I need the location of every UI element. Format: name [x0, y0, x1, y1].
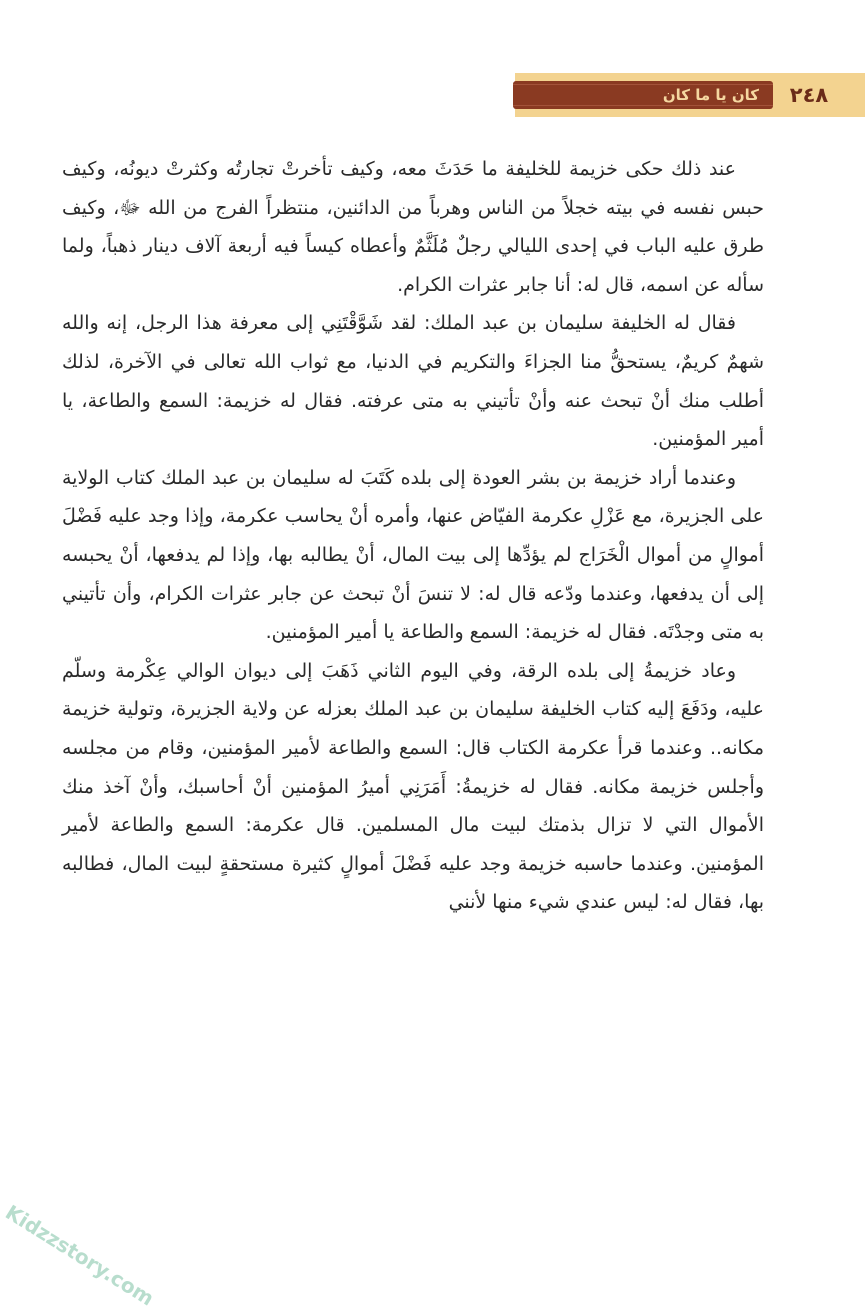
page-number: ٢٤٨: [789, 83, 829, 107]
paragraph: عند ذلك حكى خزيمة للخليفة ما حَدَثَ معه، وكيف تأخرتْ تجارتُه وكثرتْ ديونُه، وكيف حبس نفسه في بيته خجلاً من الناس وهرباً من الدائنين، منتظراً الفرج من الله ﷻ، وكيف طرق عليه الباب في إحدى الليالي رجلٌ مُلَثَّمٌ وأعطاه كيساً فيه أربعة آلاف دينار ذهباً، ولما سأله عن اسمه، قال له: أنا جابر عثرات الكرام.: [62, 158, 764, 296]
paragraph: وعندما أراد خزيمة بن بشر العودة إلى بلده كَتَبَ له سليمان بن عبد الملك كتاب الولاية على الجزيرة، مع عَزْلِ عكرمة الفيّاض عنها، وأمره أنْ يحاسب عكرمة، وإذا وجد عليه فَضْلَ أموالٍ من أموال الْخَرَاج لم يؤدِّها إلى بيت المال، أنْ يطالبه بها، وإذا لم يدفعها، أنْ يحبسه إلى أن يدفعها، وعندما ودّعه قال له: لا تنسَ أنْ تبحث عن جابر عثرات الكرام، وأن تأتيني به متى وجدْتَه. فقال له خزيمة: السمع والطاعة يا أمير المؤمنين.: [62, 466, 764, 644]
book-title-banner: [513, 81, 773, 109]
book-title: كان يا ما كان: [662, 86, 759, 104]
watermark: Kidzzstory.com: [1, 1200, 159, 1311]
page-body: [62, 150, 764, 922]
paragraph: فقال له الخليفة سليمان بن عبد الملك: لقد شَوَّقْتَنِي إلى معرفة هذا الرجل، إنه والله شهمٌ كريمٌ، يستحقُّ منا الجزاءَ والتكريم في الدنيا، مع ثواب الله تعالى في الآخرة، لذلك أطلب منك أنْ تبحث عنه وأنْ تأتيني به متى عرفته. فقال له خزيمة: السمع والطاعة، يا أمير المؤمنين.: [62, 312, 764, 451]
paragraph: وعاد خزيمةُ إلى بلده الرقة، وفي اليوم الثاني ذَهَبَ إلى ديوان الوالي عِكْرمة وسلّم عليه، ودَفَعَ إليه كتاب الخليفة سليمان بن عبد الملك بعزله عن ولاية الجزيرة، وتولية خزيمة مكانه.. وعندما قرأ عكرمة الكتاب قال: السمع والطاعة لأمير المؤمنين، وقام من مجلسه وأجلس خزيمة مكانه. فقال له خزيمةُ: أَمَرَنِي أميرُ المؤمنين أنْ أحاسبك، وأنْ آخذ منك الأموال التي لا تزال بذمتك لبيت مال المسلمين. قال عكرمة: السمع والطاعة لأمير المؤمنين. وعندما حاسبه خزيمة وجد عليه فَضْلَ أموالٍ كثيرة مستحقةٍ لبيت المال، فطالبه بها، فقال له: ليس عندي شيء منها لأنني: [62, 659, 764, 914]
